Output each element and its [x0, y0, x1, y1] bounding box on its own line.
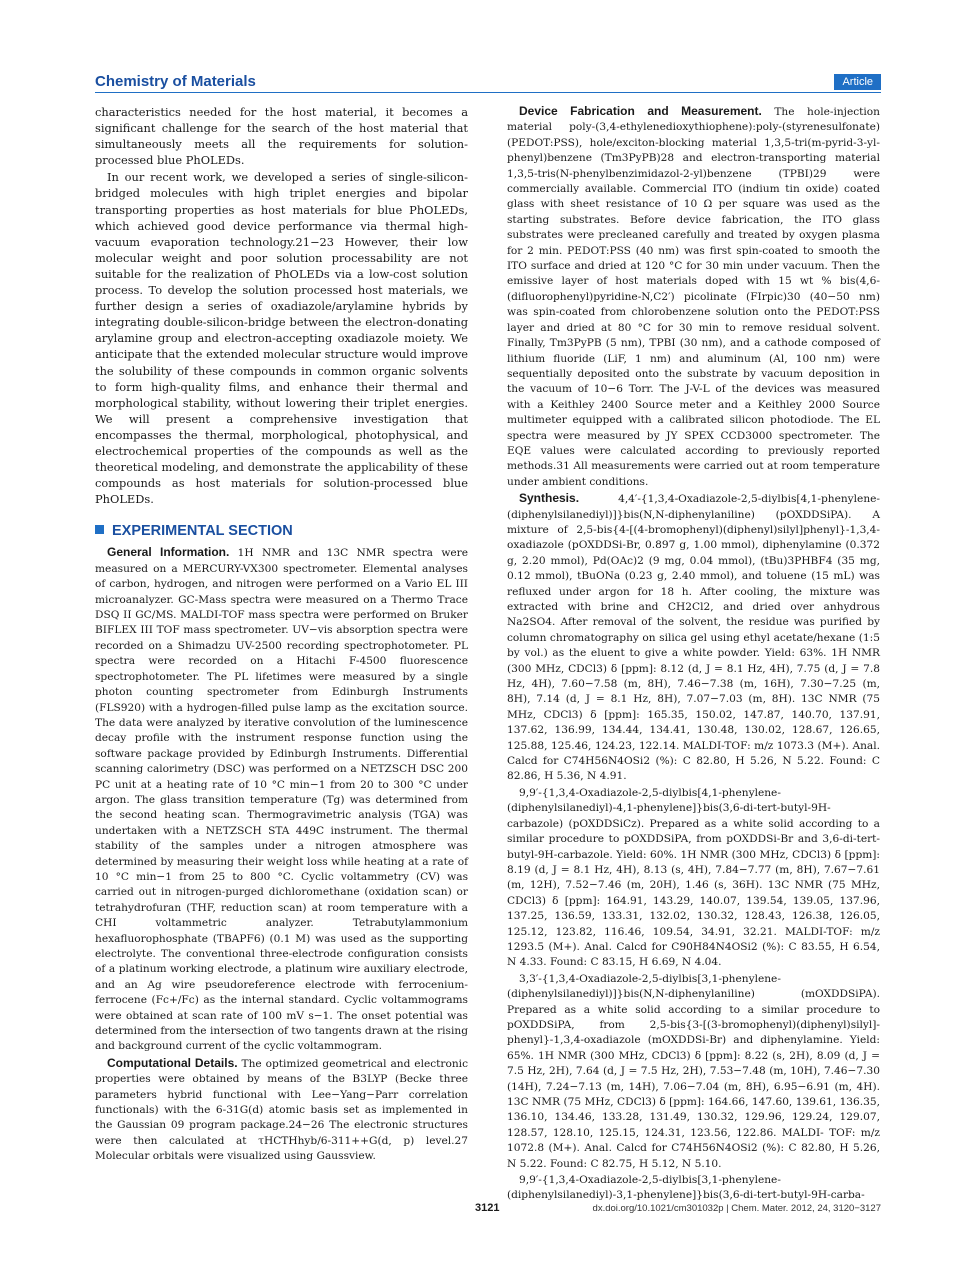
general-information-body: 1H NMR and 13C NMR spectra were measured on a MERCURY-VX300 spectrometer. Elemental analyses of carbon, hydrogen, and nitrogen were performed on a Vario EL III microanalyzer. GC-Mass spectra were measured on a Thermo Trace DSQ II GC/MS. MALDI-TOF mass spectra were performed on Bruker BIFLEX III TOF mass spectrometer. UV−vis absorption spectra were recorded on a Shimadzu UV-2500 recording spectrophotometer. PL spectra were recorded on a Hitachi F-4500 fluorescence spectrophotometer. The PL lifetimes were measured by a single photon counting spectrometer from Edinburgh Instruments (FLS920) with a hydrogen-filled pulse lamp as the excitation source. The data were analyzed by iterative convolution of the luminescence decay profile with the instrument response function using the software package provided by Edinburgh Instruments. Differential scanning calorimetry (DSC) was performed on a NETZSCH DSC 200 PC unit at a heating rate of 10 °C min−1 from 20 to 300 °C under argon. The glass transition temperature (Tg) was determined from the second heating scan. Thermogravimetric analysis (TGA) was undertaken with a NETZSCH STA 449C instrument. The thermal stability of the samples under a nitrogen atmosphere was determined by measuring their weight loss while heating at a rate of 10 °C min−1 from 25 to 800 °C. Cyclic voltammetry (CV) was carried out in nitrogen-purged dichloromethane (oxidation scan) or tetrahydrofuran (THF, reduction scan) at room temperature with a CHI voltammetric analyzer. Tetrabutylammonium hexafluorophosphate (TBAPF6) (0.1 M) was used as the supporting electrolyte. The conventional three-electrode configuration consists of a platinum working electrode, a platinum wire auxiliary electrode, and an Ag wire pseudoreference electrode with ferrocenium-ferrocene (Fc+/Fc) as the internal standard. Cyclic voltammograms were obtained at scan rate of 100 mV s−1. The onset potential was determined from the intersection of two tangents drawn at the rising and background current of the cyclic voltammogram. — [95, 547, 468, 1053]
page-footer — [95, 1202, 881, 1222]
moxddsicz-paragraph: 9,9′-{1,3,4-Oxadiazole-2,5-diylbis[3,1-phenylene-(diphenylsilanediyl)-3,1-phenylene]}bis(3,6-di-tert-butyl-9H-carba- — [507, 1174, 865, 1202]
page-header — [95, 73, 881, 93]
computational-details-body: The optimized geometrical and electronic properties were obtained by means of the B3LYP (Becke three parameters hybrid functional with Lee−Yang−Parr correlation functionals) with the 6-31G(d) atomic basis set as implemented in the Gaussian 09 program package.24−26 The electronic structures were then calculated at τHCTHhyb/6-311++G(d, p) level.27 Molecular orbitals were visualized using Gaussview. — [95, 1057, 469, 1163]
right-column — [507, 104, 880, 1205]
synthesis-body: 4,4′-{1,3,4-Oxadiazole-2,5-diylbis[4,1-phenylene-(diphenylsilanediyl)]}bis(N,N-diphenylaniline) (pOXDDSiPA). A mixture of 2,5-bis{4-[(4-bromophenyl)(diphenyl)silyl]phenyl}-1,3,4-oxadiazole (pOXDDSi-Br, 0.897 g, 1.00 mmol), diphenylamine (0.372 g, 2.20 mmol), Pd(OAc)2 (9 mg, 0.04 mmol), (tBu)3PHBF4 (35 mg, 0.12 mmol), tBuONa (0.23 g, 2.40 mmol), and toluene (15 mL) was refluxed under argon for 18 h. After cooling, the mixture was extracted with brine and CH2Cl2, and dried over anhydrous Na2SO4. After removal of the solvent, the residue was purified by column chromatography on silica gel using ethyl acetate/hexane (1:5 by vol.) as the eluent to give a white powder. Yield: 63%. 1H NMR (300 MHz, CDCl3) δ [ppm]: 8.12 (d, J = 8.1 Hz, 4H), 7.75 (d, J = 7.8 Hz, 4H), 7.60−7.58 (m, 8H), 7.46−7.38 (m, 16H), 7.30−7.25 (m, 8H), 7.14 (d, J = 8.1 Hz, 8H), 7.07−7.03 (m, 8H). 13C NMR (75 MHz, CDCl3) δ [ppm]: 165.35, 150.02, 147.87, 140.70, 137.91, 137.62, 136.99, 134.44, 134.41, 130.48, 130.02, 128.67, 126.65, 125.88, 125.46, 124.23, 122.14. MALDI-TOF: m/z 1073.3 (M+). Anal. Calcd for C74H56N4OSi2 (%): C 82.80, H 5.26, N 5.22. Found: C 82.86, H 5.36, N 4.91. — [507, 493, 880, 783]
poxddsicz-paragraph: 9,9′-{1,3,4-Oxadiazole-2,5-diylbis[4,1-phenylene-(diphenylsilanediyl)-4,1-phenylene]}bis(3,6-di-tert-butyl-9H-carbazole) (pOXDDSiCz). Prepared as a white solid according to a similar procedure to pOXDDSiPA, from pOXDDSi-Br and 3,6-di-tert-butyl-9H-carbazole. Yield: 60%. 1H NMR (300 MHz, CDCl3) δ [ppm]: 8.19 (d, J = 8.1 Hz, 4H), 8.13 (s, 4H), 7.84−7.77 (m, 8H), 7.67−7.61 (m, 12H), 7.52−7.46 (m, 20H), 1.46 (s, 36H). 13C NMR (75 MHz, CDCl3) δ [ppm]: 164.91, 143.29, 140.07, 139.54, 139.05, 137.96, 137.25, 136.59, 133.31, 132.02, 130.32, 128.43, 126.38, 126.05, 125.12, 123.82, 116.46, 109.54, 34.91, 32.21. MALDI-TOF: m/z 1293.5 (M+). Anal. Calcd for C90H84N4OSi2 (%): C 83.55, H 6.54, N 4.33. Found: C 83.15, H 6.69, N 4.04. — [507, 786, 880, 969]
header-rule — [95, 92, 881, 93]
intro-paragraph: In our recent work, we developed a series of single-silicon-bridged molecules with high triplet energies and bipolar transporting properties as host materials for blue PhOLEDs, which achieved good device performance via thermal high-vacuum evaporation technology.21−23 However, their low molecular weight and poor solution processability are not suitable for the realization of PhOLEDs via a low-cost solution process. To develop the solution processed host materials, we further design a series of oxadiazole/arylamine hybrids by integrating double-silicon-bridge between the electron-donating arylamine group and electron-accepting oxadiazole moiety. We anticipate that the extended molecular structure would improve the solubility of these compounds in common organic solvents to form high-quality films, and enhance their thermal and morphological stability, without lowering their triplet energies. We will present a comprehensive investigation that encompasses the thermal, morphological, photophysical, and electrochemical properties of the compounds as well as the theoretical modeling, and demonstrate the applicability of these compounds as host materials for solution-processed blue PhOLEDs. — [95, 170, 468, 507]
general-information-paragraph — [95, 545, 468, 1054]
device-fabrication-body: The hole-injection material poly-(3,4-ethylenedioxythiophene):poly-(styrenesulfonate) (PEDOT:PSS), hole/exciton-blocking material 1,3,5-tri(m-pyrid-3-yl-phenyl)benzene (Tm3PyPB)28 and electron-transporting material 1,3,5-tris(N-phenylbenzimidazol-2-yl)benzene (TPBI)29 were commercially available. Commercial ITO (indium tin oxide) coated glass with sheet resistance of 10 Ω per square was used as the starting substrates. Before device fabrication, the ITO glass substrates were precleaned carefully and treated by oxygen plasma for 2 min. PEDOT:PSS (40 nm) was first spin-coated to smooth the ITO surface and dried at 120 °C for 30 min under vacuum. Then the emissive layer of host materials doped with 15 wt % bis(4,6-(difluorophenyl)pyridine-N,C2′) picolinate (FIrpic)30 (40−50 nm) was spin-coated from chlorobenzene solution onto the PEDOT:PSS layer and dried at 80 °C for 30 min to remove residual solvent. Finally, Tm3PyPB (5 nm), TPBI (30 nm), and a cathode composed of lithium fluoride (LiF, 1 nm) and aluminum (Al, 100 nm) were sequentially deposited onto the substrate by vacuum deposition in the vacuum of 10−6 Torr. The J-V-L of the devices was measured with a Keithley 2400 Source meter and a Keithley 2000 Source multimeter equipped with a calibrated silicon photodiode. The EL spectra were measured by JY SPEX CCD3000 spectrometer. The EQE values were calculated according to previously reported methods.31 All measurements were carried out at room temperature under ambient conditions. — [507, 106, 880, 488]
synthesis-paragraph — [507, 491, 880, 785]
section-square-icon — [95, 525, 104, 534]
device-fabrication-paragraph — [507, 104, 880, 490]
doi-citation[interactable]: dx.doi.org/10.1021/cm301032p | Chem. Mater. 2012, 24, 3120−3127 — [592, 1203, 881, 1214]
device-fabrication-heading: Device Fabrication and Measurement. — [519, 104, 762, 118]
page-number: 3121 — [475, 1202, 500, 1214]
synthesis-heading: Synthesis. — [519, 491, 580, 506]
moxddsipa-paragraph: 3,3′-{1,3,4-Oxadiazole-2,5-diylbis[3,1-phenylene-(diphenylsilanediyl)]}bis(N,N-diphenylaniline) (mOXDDSiPA). Prepared as a white solid according to a similar procedure to pOXDDSiPA, from 2,5-bis{3-[(3-bromophenyl)(diphenyl)silyl]-phenyl}-1,3,4-oxadiazole (mOXDDSi-Br) and diphenylamine. Yield: 65%. 1H NMR (300 MHz, CDCl3) δ [ppm]: 8.22 (s, 2H), 8.09 (d, J = 7.5 Hz, 2H), 7.64 (d, J = 7.5 Hz, 2H), 7.53−7.48 (m, 10H), 7.46−7.30 (14H), 7.24−7.13 (m, 14H), 7.06−7.04 (m, 8H), 6.95−6.91 (m, 4H). 13C NMR (75 MHz, CDCl3) δ [ppm]: 164.66, 147.60, 139.61, 136.35, 136.10, 134.46, 133.28, 131.49, 130.32, 129.96, 129.24, 129.07, 128.57, 128.10, 125.15, 124.31, 123.56, 122.86. MALDI- TOF: m/z 1072.8 (M+). Anal. Calcd for C74H56N4OSi2 (%): C 82.80, H 5.26, N 5.22. Found: C 82.75, H 5.12, N 5.10. — [507, 972, 880, 1170]
intro-paragraph-continued: characteristics needed for the host material, it becomes a significant challenge for the search of the host material that simultaneously meets all the requirements for solution-processed blue PhOLEDs. — [95, 105, 468, 168]
general-information-heading: General Information. — [107, 545, 230, 560]
section-heading-experimental — [95, 523, 468, 539]
computational-details-heading: Computational Details. — [107, 1055, 238, 1070]
section-title: EXPERIMENTAL SECTION — [112, 523, 293, 540]
left-column — [95, 104, 468, 1166]
article-type-badge: Article — [834, 74, 881, 90]
journal-title[interactable]: Chemistry of Materials — [95, 73, 256, 90]
computational-details-paragraph — [95, 1056, 468, 1165]
